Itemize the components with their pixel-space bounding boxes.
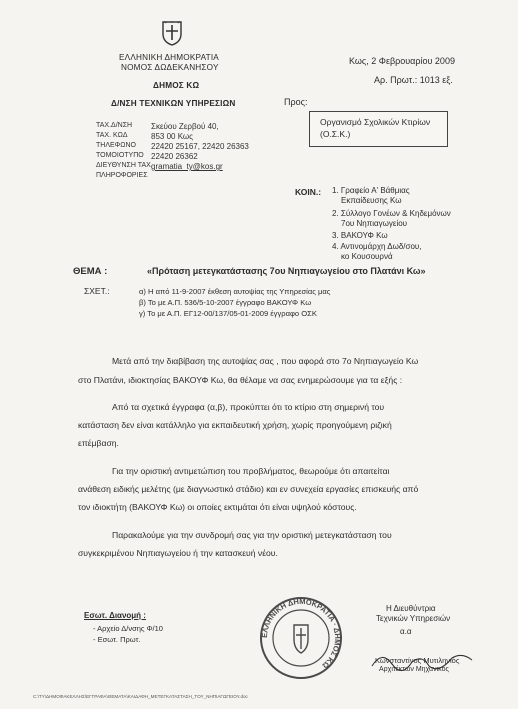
body-line: τον ιδιοκτήτη (ΒΑΚΟΥΦ Κω) οι οποίες εκτιμάται ότι είναι υψηλού κόστους. xyxy=(78,502,357,512)
ref-item: γ) Το με Α.Π. ΕΓ12-00/137/05-01-2009 έγγραφο ΟΣΚ xyxy=(139,309,317,318)
to-label: Προς: xyxy=(284,97,308,107)
contact-value: 22420 25167, 22420 26363 xyxy=(151,142,249,151)
recipient-line: Οργανισμό Σχολικών Κτιρίων xyxy=(320,117,431,127)
contact-label: ΤΑΧ.Δ/ΝΣΗ xyxy=(96,122,133,129)
contact-label: ΔΙΕΥΘΥΝΣΗ ΤΑΧ xyxy=(96,162,151,169)
signature-name: Κωνσταντίνος Μυτιληνιός xyxy=(375,656,460,665)
koin-item: κο Κουσουρνά xyxy=(341,252,393,261)
contact-value: 22420 26362 xyxy=(151,152,198,161)
body-line: επέμβαση. xyxy=(78,438,119,448)
official-stamp-icon xyxy=(258,595,344,681)
header-republic: ΕΛΛΗΝΙΚΗ ΔΗΜΟΚΡΑΤΙΑ xyxy=(119,53,219,62)
contact-email[interactable]: gramatia_ty@kos.gr xyxy=(151,162,223,171)
header-municipality: ΔΗΜΟΣ ΚΩ xyxy=(153,81,200,90)
recipient-line: (Ο.Σ.Κ.) xyxy=(320,129,351,139)
body-line: Από τα σχετικά έγγραφα (α,β), προκύπτει ότι το κτίριο στη σημερινή του xyxy=(112,402,385,412)
recipient-box xyxy=(309,111,448,147)
body-line: κατάσταση δεν είναι κατάλληλο για εκπαιδευτική χρήση, χωρίς προηγούμενη ριζική xyxy=(78,420,392,430)
contact-label: ΤΗΛΕΦΩΝΟ xyxy=(96,142,136,149)
ref-item: α) Η από 11-9-2007 έκθεση αυτοψίας της Υπηρεσίας μας xyxy=(139,287,331,296)
contact-label: ΠΛΗΡΟΦΟΡΙΕΣ xyxy=(96,172,148,179)
body-line: Μετά από την διαβίβαση της αυτοψίας σας , που αφορά στο 7ο Νηπιαγωγείο Κω xyxy=(112,356,419,366)
contact-label: ΤΑΧ. ΚΩΔ xyxy=(96,132,128,139)
body-line: Παρακαλούμε για την συνδρομή σας για την οριστική μετεγκατάσταση του xyxy=(112,530,392,540)
internal-label: Εσωτ. Διανομή : xyxy=(84,611,146,620)
contact-value: 853 00 Κως xyxy=(151,132,194,141)
signature-title: Τεχνικών Υπηρεσιών xyxy=(376,614,451,623)
ref-item: β) Το με Α.Π. 536/5-10-2007 έγγραφο ΒΑΚΟΥΦ Κω xyxy=(139,298,312,307)
contact-label: ΤΟΜΟΙΟΤΥΠΟ xyxy=(96,152,144,159)
body-line: Για την οριστική αντιμετώπιση του προβλήματος, θεωρούμε ότι απαιτείται xyxy=(112,466,390,476)
body-line: στο Πλατάνι, ιδιοκτησίας ΒΑΚΟΥΦ Κω, θα θέλαμε να σας ενημερώσουμε για τα εξής : xyxy=(78,375,403,385)
koin-item: 4. Αντινομάρχη Δωδ/σου, xyxy=(332,242,422,251)
date-line: Κως, 2 Φεβρουαρίου 2009 xyxy=(349,56,455,66)
signature-title: Η Διευθύντρια xyxy=(386,604,436,613)
subject-label: ΘΕΜΑ : xyxy=(73,266,108,277)
signature-title: α.α xyxy=(400,627,412,636)
greek-emblem-icon xyxy=(160,20,184,46)
body-line: ανάθεση ειδικής μελέτης (με διαγνωστικό στάδιο) και εν συνεχεία εργασίες επισκευής από xyxy=(78,484,419,494)
koin-item: 1. Γραφείο Α' Βάθμιας xyxy=(332,186,410,195)
header-prefecture: ΝΟΜΟΣ ΔΩΔΕΚΑΝΗΣΟΥ xyxy=(121,63,219,72)
contact-value: Σκεύου Ζερβού 40, xyxy=(151,122,219,131)
koin-item: Εκπαίδευσης Κω xyxy=(341,196,402,205)
footer-file-path: C:\TY\ΔΗΜΟΦΑΚΕΛΛΗΣ\ΕΓΓΡΑΦΑ\ΘΕΜΑΤΑ\ΚΑΙΔΑΦΗ_ΜΕΤΕΓΚΑΤΑΣΤΑΣΗ_ΤΟΥ_ΝΗΠΙΑΓΩΓΕΙΟΥ.doc xyxy=(33,694,248,699)
koin-label: ΚΟΙΝ.: xyxy=(295,187,322,197)
internal-item: - Αρχείο Δ/νσης Φ/10 xyxy=(93,624,163,633)
koin-item: 2. Σύλλογο Γονέων & Κηδεμόνων xyxy=(332,209,451,218)
subject-text: «Πρόταση μετεγκατάστασης 7ου Νηπιαγωγείου στο Πλατάνι Κω» xyxy=(147,266,426,276)
body-line: συγκεκριμένου Νηπιαγωγείου ή την κατασκευή νέου. xyxy=(78,548,278,558)
header-department: Δ/ΝΣΗ ΤΕΧΝΙΚΩΝ ΥΠΗΡΕΣΙΩΝ xyxy=(111,99,236,108)
protocol-line: Αρ. Πρωτ.: 1013 εξ. xyxy=(374,75,453,85)
internal-item: - Εσωτ. Πρωτ. xyxy=(93,635,141,644)
stamp-text: ΕΛΛΗΝΙΚΗ ΔΗΜΟΚΡΑΤΙΑ · ΔΗΜΟΣ ΚΩ xyxy=(259,596,343,671)
refs-label: ΣΧΕΤ.: xyxy=(84,286,110,296)
koin-item: 7ου Νηπιαγωγείου xyxy=(341,219,408,228)
koin-item: 3. ΒΑΚΟΥΦ Κω xyxy=(332,231,388,240)
signature-role: Αρχιτέκτων Μηχανικός xyxy=(379,666,449,673)
